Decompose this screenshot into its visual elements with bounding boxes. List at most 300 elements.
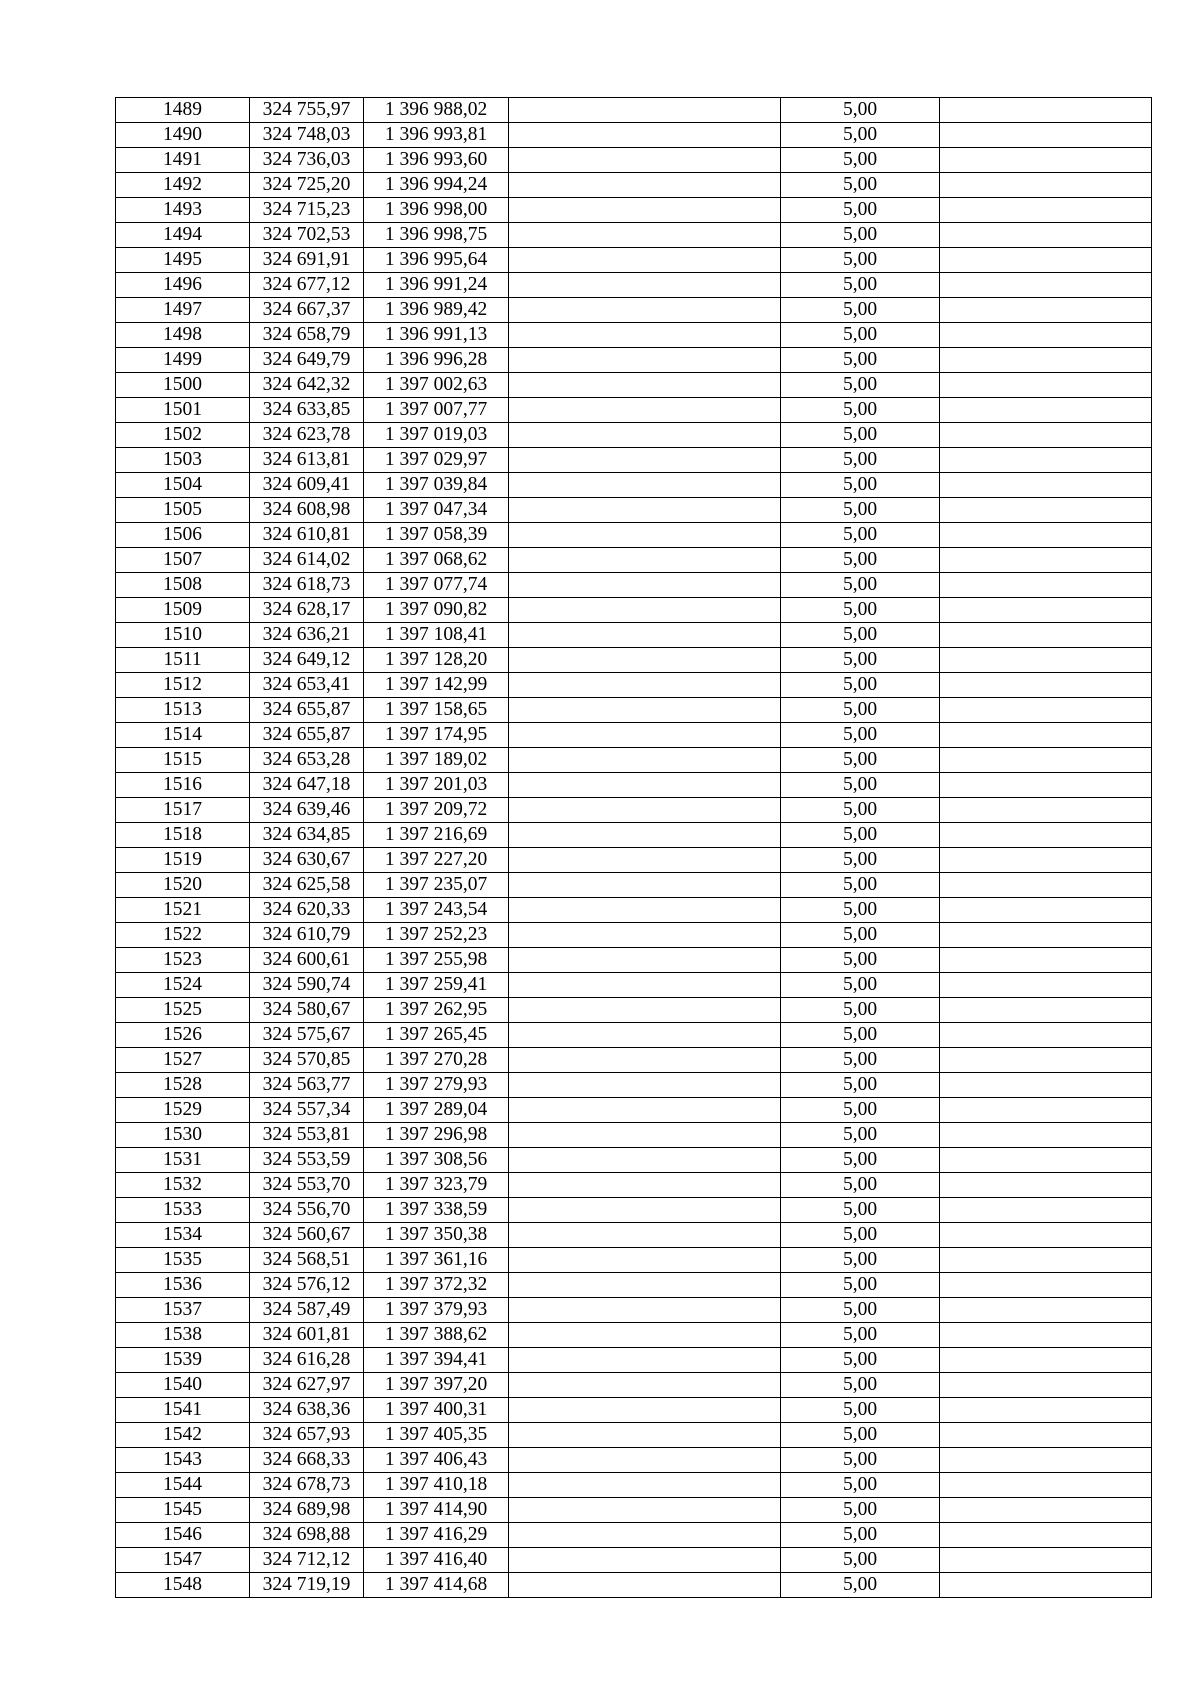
accuracy-cell: 5,00 — [781, 723, 940, 748]
accuracy-cell: 5,00 — [781, 1398, 940, 1423]
method-cell — [509, 1298, 781, 1323]
y-coordinate-cell: 1 397 289,04 — [364, 1098, 509, 1123]
x-coordinate-cell: 324 647,18 — [250, 773, 364, 798]
y-coordinate-cell: 1 397 388,62 — [364, 1323, 509, 1348]
y-coordinate-cell: 1 397 405,35 — [364, 1423, 509, 1448]
accuracy-cell: 5,00 — [781, 1123, 940, 1148]
description-cell — [940, 1348, 1152, 1373]
description-cell — [940, 1048, 1152, 1073]
accuracy-cell: 5,00 — [781, 873, 940, 898]
point-number-cell: 1494 — [116, 223, 250, 248]
table-row — [116, 1423, 1152, 1448]
table-row — [116, 1148, 1152, 1173]
method-cell — [509, 1373, 781, 1398]
x-coordinate-cell: 324 638,36 — [250, 1398, 364, 1423]
point-number-cell: 1500 — [116, 373, 250, 398]
method-cell — [509, 1398, 781, 1423]
method-cell — [509, 123, 781, 148]
point-number-cell: 1495 — [116, 248, 250, 273]
accuracy-cell: 5,00 — [781, 1273, 940, 1298]
x-coordinate-cell: 324 755,97 — [250, 98, 364, 123]
x-coordinate-cell: 324 633,85 — [250, 398, 364, 423]
description-cell — [940, 1548, 1152, 1573]
point-number-cell: 1538 — [116, 1323, 250, 1348]
method-cell — [509, 873, 781, 898]
table-row — [116, 498, 1152, 523]
table-row — [116, 1298, 1152, 1323]
description-cell — [940, 498, 1152, 523]
x-coordinate-cell: 324 667,37 — [250, 298, 364, 323]
table-row — [116, 848, 1152, 873]
accuracy-cell: 5,00 — [781, 1023, 940, 1048]
point-number-cell: 1535 — [116, 1248, 250, 1273]
description-cell — [940, 1373, 1152, 1398]
point-number-cell: 1496 — [116, 273, 250, 298]
description-cell — [940, 1423, 1152, 1448]
accuracy-cell: 5,00 — [781, 998, 940, 1023]
x-coordinate-cell: 324 719,19 — [250, 1573, 364, 1598]
x-coordinate-cell: 324 689,98 — [250, 1498, 364, 1523]
x-coordinate-cell: 324 553,59 — [250, 1148, 364, 1173]
method-cell — [509, 673, 781, 698]
y-coordinate-cell: 1 397 068,62 — [364, 548, 509, 573]
table-row — [116, 748, 1152, 773]
description-cell — [940, 548, 1152, 573]
method-cell — [509, 1198, 781, 1223]
x-coordinate-cell: 324 580,67 — [250, 998, 364, 1023]
description-cell — [940, 98, 1152, 123]
x-coordinate-cell: 324 556,70 — [250, 1198, 364, 1223]
description-cell — [940, 1473, 1152, 1498]
method-cell — [509, 273, 781, 298]
method-cell — [509, 98, 781, 123]
point-number-cell: 1506 — [116, 523, 250, 548]
method-cell — [509, 448, 781, 473]
point-number-cell: 1532 — [116, 1173, 250, 1198]
y-coordinate-cell: 1 397 338,59 — [364, 1198, 509, 1223]
x-coordinate-cell: 324 655,87 — [250, 698, 364, 723]
method-cell — [509, 573, 781, 598]
point-number-cell: 1539 — [116, 1348, 250, 1373]
method-cell — [509, 1123, 781, 1148]
point-number-cell: 1507 — [116, 548, 250, 573]
table-row — [116, 623, 1152, 648]
description-cell — [940, 1573, 1152, 1598]
method-cell — [509, 973, 781, 998]
y-coordinate-cell: 1 397 296,98 — [364, 1123, 509, 1148]
y-coordinate-cell: 1 397 142,99 — [364, 673, 509, 698]
method-cell — [509, 1173, 781, 1198]
accuracy-cell: 5,00 — [781, 448, 940, 473]
accuracy-cell: 5,00 — [781, 323, 940, 348]
table-row — [116, 248, 1152, 273]
description-cell — [940, 348, 1152, 373]
description-cell — [940, 1023, 1152, 1048]
table-row — [116, 1048, 1152, 1073]
method-cell — [509, 1423, 781, 1448]
point-number-cell: 1531 — [116, 1148, 250, 1173]
point-number-cell: 1533 — [116, 1198, 250, 1223]
accuracy-cell: 5,00 — [781, 1573, 940, 1598]
accuracy-cell: 5,00 — [781, 1223, 940, 1248]
accuracy-cell: 5,00 — [781, 923, 940, 948]
accuracy-cell: 5,00 — [781, 898, 940, 923]
method-cell — [509, 523, 781, 548]
description-cell — [940, 1323, 1152, 1348]
x-coordinate-cell: 324 736,03 — [250, 148, 364, 173]
point-number-cell: 1541 — [116, 1398, 250, 1423]
description-cell — [940, 898, 1152, 923]
accuracy-cell: 5,00 — [781, 798, 940, 823]
method-cell — [509, 1548, 781, 1573]
method-cell — [509, 1023, 781, 1048]
y-coordinate-cell: 1 397 047,34 — [364, 498, 509, 523]
accuracy-cell: 5,00 — [781, 173, 940, 198]
y-coordinate-cell: 1 397 255,98 — [364, 948, 509, 973]
point-number-cell: 1511 — [116, 648, 250, 673]
point-number-cell: 1493 — [116, 198, 250, 223]
description-cell — [940, 623, 1152, 648]
x-coordinate-cell: 324 715,23 — [250, 198, 364, 223]
y-coordinate-cell: 1 397 262,95 — [364, 998, 509, 1023]
x-coordinate-cell: 324 677,12 — [250, 273, 364, 298]
point-number-cell: 1536 — [116, 1273, 250, 1298]
point-number-cell: 1544 — [116, 1473, 250, 1498]
y-coordinate-cell: 1 397 416,29 — [364, 1523, 509, 1548]
accuracy-cell: 5,00 — [781, 223, 940, 248]
method-cell — [509, 1073, 781, 1098]
accuracy-cell: 5,00 — [781, 1523, 940, 1548]
description-cell — [940, 748, 1152, 773]
y-coordinate-cell: 1 397 174,95 — [364, 723, 509, 748]
y-coordinate-cell: 1 397 039,84 — [364, 473, 509, 498]
description-cell — [940, 373, 1152, 398]
description-cell — [940, 1298, 1152, 1323]
description-cell — [940, 1248, 1152, 1273]
point-number-cell: 1505 — [116, 498, 250, 523]
table-row — [116, 1123, 1152, 1148]
x-coordinate-cell: 324 623,78 — [250, 423, 364, 448]
accuracy-cell: 5,00 — [781, 1423, 940, 1448]
y-coordinate-cell: 1 397 394,41 — [364, 1348, 509, 1373]
method-cell — [509, 823, 781, 848]
table-row — [116, 648, 1152, 673]
table-row — [116, 1198, 1152, 1223]
x-coordinate-cell: 324 600,61 — [250, 948, 364, 973]
y-coordinate-cell: 1 397 400,31 — [364, 1398, 509, 1423]
method-cell — [509, 1473, 781, 1498]
accuracy-cell: 5,00 — [781, 98, 940, 123]
x-coordinate-cell: 324 614,02 — [250, 548, 364, 573]
x-coordinate-cell: 324 610,79 — [250, 923, 364, 948]
x-coordinate-cell: 324 658,79 — [250, 323, 364, 348]
description-cell — [940, 1523, 1152, 1548]
accuracy-cell: 5,00 — [781, 1148, 940, 1173]
y-coordinate-cell: 1 396 993,81 — [364, 123, 509, 148]
method-cell — [509, 323, 781, 348]
description-cell — [940, 573, 1152, 598]
point-number-cell: 1543 — [116, 1448, 250, 1473]
description-cell — [940, 223, 1152, 248]
accuracy-cell: 5,00 — [781, 823, 940, 848]
accuracy-cell: 5,00 — [781, 1173, 940, 1198]
method-cell — [509, 223, 781, 248]
x-coordinate-cell: 324 570,85 — [250, 1048, 364, 1073]
table-row — [116, 1398, 1152, 1423]
table-row — [116, 898, 1152, 923]
x-coordinate-cell: 324 628,17 — [250, 598, 364, 623]
description-cell — [940, 173, 1152, 198]
point-number-cell: 1520 — [116, 873, 250, 898]
table-row — [116, 1273, 1152, 1298]
accuracy-cell: 5,00 — [781, 348, 940, 373]
description-cell — [940, 1198, 1152, 1223]
accuracy-cell: 5,00 — [781, 1073, 940, 1098]
point-number-cell: 1513 — [116, 698, 250, 723]
x-coordinate-cell: 324 557,34 — [250, 1098, 364, 1123]
point-number-cell: 1504 — [116, 473, 250, 498]
point-number-cell: 1542 — [116, 1423, 250, 1448]
accuracy-cell: 5,00 — [781, 548, 940, 573]
x-coordinate-cell: 324 590,74 — [250, 973, 364, 998]
y-coordinate-cell: 1 397 259,41 — [364, 973, 509, 998]
table-row — [116, 698, 1152, 723]
y-coordinate-cell: 1 397 002,63 — [364, 373, 509, 398]
method-cell — [509, 948, 781, 973]
x-coordinate-cell: 324 691,91 — [250, 248, 364, 273]
coordinates-table-body — [116, 98, 1152, 1598]
table-row — [116, 398, 1152, 423]
point-number-cell: 1509 — [116, 598, 250, 623]
y-coordinate-cell: 1 397 350,38 — [364, 1223, 509, 1248]
x-coordinate-cell: 324 634,85 — [250, 823, 364, 848]
y-coordinate-cell: 1 396 996,28 — [364, 348, 509, 373]
method-cell — [509, 598, 781, 623]
table-row — [116, 1573, 1152, 1598]
description-cell — [940, 123, 1152, 148]
accuracy-cell: 5,00 — [781, 398, 940, 423]
table-row — [116, 1223, 1152, 1248]
y-coordinate-cell: 1 397 209,72 — [364, 798, 509, 823]
x-coordinate-cell: 324 668,33 — [250, 1448, 364, 1473]
point-number-cell: 1502 — [116, 423, 250, 448]
point-number-cell: 1527 — [116, 1048, 250, 1073]
y-coordinate-cell: 1 396 998,00 — [364, 198, 509, 223]
y-coordinate-cell: 1 396 989,42 — [364, 298, 509, 323]
table-row — [116, 1473, 1152, 1498]
accuracy-cell: 5,00 — [781, 373, 940, 398]
method-cell — [509, 1273, 781, 1298]
point-number-cell: 1515 — [116, 748, 250, 773]
y-coordinate-cell: 1 397 279,93 — [364, 1073, 509, 1098]
table-row — [116, 998, 1152, 1023]
method-cell — [509, 248, 781, 273]
method-cell — [509, 923, 781, 948]
table-row — [116, 423, 1152, 448]
accuracy-cell: 5,00 — [781, 298, 940, 323]
description-cell — [940, 723, 1152, 748]
method-cell — [509, 1048, 781, 1073]
point-number-cell: 1499 — [116, 348, 250, 373]
x-coordinate-cell: 324 553,81 — [250, 1123, 364, 1148]
x-coordinate-cell: 324 649,12 — [250, 648, 364, 673]
table-row — [116, 1448, 1152, 1473]
y-coordinate-cell: 1 397 416,40 — [364, 1548, 509, 1573]
description-cell — [940, 473, 1152, 498]
x-coordinate-cell: 324 748,03 — [250, 123, 364, 148]
point-number-cell: 1547 — [116, 1548, 250, 1573]
x-coordinate-cell: 324 560,67 — [250, 1223, 364, 1248]
description-cell — [940, 423, 1152, 448]
accuracy-cell: 5,00 — [781, 423, 940, 448]
point-number-cell: 1525 — [116, 998, 250, 1023]
table-row — [116, 798, 1152, 823]
table-row — [116, 323, 1152, 348]
y-coordinate-cell: 1 396 995,64 — [364, 248, 509, 273]
table-row — [116, 773, 1152, 798]
point-number-cell: 1517 — [116, 798, 250, 823]
method-cell — [509, 1348, 781, 1373]
y-coordinate-cell: 1 397 058,39 — [364, 523, 509, 548]
point-number-cell: 1529 — [116, 1098, 250, 1123]
description-cell — [940, 323, 1152, 348]
description-cell — [940, 823, 1152, 848]
y-coordinate-cell: 1 396 988,02 — [364, 98, 509, 123]
accuracy-cell: 5,00 — [781, 1098, 940, 1123]
y-coordinate-cell: 1 397 406,43 — [364, 1448, 509, 1473]
y-coordinate-cell: 1 396 991,13 — [364, 323, 509, 348]
y-coordinate-cell: 1 397 007,77 — [364, 398, 509, 423]
method-cell — [509, 1098, 781, 1123]
description-cell — [940, 598, 1152, 623]
description-cell — [940, 198, 1152, 223]
accuracy-cell: 5,00 — [781, 648, 940, 673]
y-coordinate-cell: 1 397 029,97 — [364, 448, 509, 473]
point-number-cell: 1512 — [116, 673, 250, 698]
table-row — [116, 548, 1152, 573]
table-row — [116, 148, 1152, 173]
table-row — [116, 298, 1152, 323]
description-cell — [940, 1498, 1152, 1523]
description-cell — [940, 648, 1152, 673]
description-cell — [940, 1223, 1152, 1248]
table-row — [116, 1523, 1152, 1548]
method-cell — [509, 1498, 781, 1523]
y-coordinate-cell: 1 397 019,03 — [364, 423, 509, 448]
x-coordinate-cell: 324 620,33 — [250, 898, 364, 923]
y-coordinate-cell: 1 397 361,16 — [364, 1248, 509, 1273]
method-cell — [509, 1323, 781, 1348]
method-cell — [509, 898, 781, 923]
table-row — [116, 173, 1152, 198]
accuracy-cell: 5,00 — [781, 1248, 940, 1273]
description-cell — [940, 973, 1152, 998]
x-coordinate-cell: 324 576,12 — [250, 1273, 364, 1298]
x-coordinate-cell: 324 642,32 — [250, 373, 364, 398]
table-row — [116, 98, 1152, 123]
y-coordinate-cell: 1 397 372,32 — [364, 1273, 509, 1298]
y-coordinate-cell: 1 397 252,23 — [364, 923, 509, 948]
method-cell — [509, 398, 781, 423]
accuracy-cell: 5,00 — [781, 673, 940, 698]
method-cell — [509, 373, 781, 398]
point-number-cell: 1540 — [116, 1373, 250, 1398]
point-number-cell: 1524 — [116, 973, 250, 998]
method-cell — [509, 998, 781, 1023]
y-coordinate-cell: 1 396 994,24 — [364, 173, 509, 198]
y-coordinate-cell: 1 397 414,68 — [364, 1573, 509, 1598]
method-cell — [509, 648, 781, 673]
table-row — [116, 1248, 1152, 1273]
accuracy-cell: 5,00 — [781, 1548, 940, 1573]
y-coordinate-cell: 1 397 189,02 — [364, 748, 509, 773]
method-cell — [509, 173, 781, 198]
point-number-cell: 1545 — [116, 1498, 250, 1523]
table-row — [116, 223, 1152, 248]
x-coordinate-cell: 324 601,81 — [250, 1323, 364, 1348]
accuracy-cell: 5,00 — [781, 1473, 940, 1498]
accuracy-cell: 5,00 — [781, 1373, 940, 1398]
method-cell — [509, 473, 781, 498]
x-coordinate-cell: 324 655,87 — [250, 723, 364, 748]
accuracy-cell: 5,00 — [781, 748, 940, 773]
table-row — [116, 873, 1152, 898]
point-number-cell: 1528 — [116, 1073, 250, 1098]
table-row — [116, 823, 1152, 848]
y-coordinate-cell: 1 397 227,20 — [364, 848, 509, 873]
description-cell — [940, 948, 1152, 973]
x-coordinate-cell: 324 636,21 — [250, 623, 364, 648]
method-cell — [509, 423, 781, 448]
description-cell — [940, 1448, 1152, 1473]
y-coordinate-cell: 1 397 077,74 — [364, 573, 509, 598]
point-number-cell: 1491 — [116, 148, 250, 173]
method-cell — [509, 1248, 781, 1273]
x-coordinate-cell: 324 630,67 — [250, 848, 364, 873]
description-cell — [940, 398, 1152, 423]
y-coordinate-cell: 1 397 270,28 — [364, 1048, 509, 1073]
method-cell — [509, 498, 781, 523]
table-row — [116, 1323, 1152, 1348]
point-number-cell: 1501 — [116, 398, 250, 423]
method-cell — [509, 148, 781, 173]
y-coordinate-cell: 1 397 323,79 — [364, 1173, 509, 1198]
x-coordinate-cell: 324 563,77 — [250, 1073, 364, 1098]
x-coordinate-cell: 324 575,67 — [250, 1023, 364, 1048]
description-cell — [940, 448, 1152, 473]
x-coordinate-cell: 324 587,49 — [250, 1298, 364, 1323]
point-number-cell: 1546 — [116, 1523, 250, 1548]
description-cell — [940, 248, 1152, 273]
method-cell — [509, 1448, 781, 1473]
accuracy-cell: 5,00 — [781, 773, 940, 798]
accuracy-cell: 5,00 — [781, 1348, 940, 1373]
method-cell — [509, 698, 781, 723]
method-cell — [509, 748, 781, 773]
table-row — [116, 1173, 1152, 1198]
point-number-cell: 1492 — [116, 173, 250, 198]
accuracy-cell: 5,00 — [781, 1323, 940, 1348]
x-coordinate-cell: 324 553,70 — [250, 1173, 364, 1198]
table-row — [116, 1023, 1152, 1048]
table-row — [116, 1348, 1152, 1373]
point-number-cell: 1516 — [116, 773, 250, 798]
table-row — [116, 523, 1152, 548]
description-cell — [940, 1073, 1152, 1098]
point-number-cell: 1519 — [116, 848, 250, 873]
point-number-cell: 1522 — [116, 923, 250, 948]
accuracy-cell: 5,00 — [781, 473, 940, 498]
